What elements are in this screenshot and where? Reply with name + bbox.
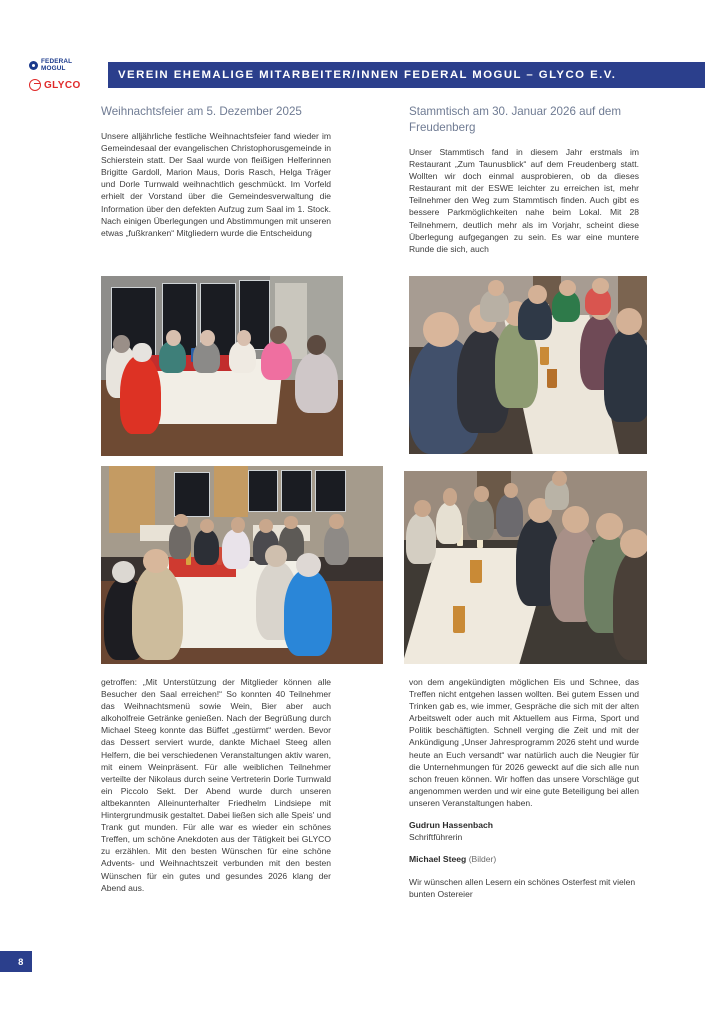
header-banner-title: VEREIN EHEMALIGE MITARBEITER/INNEN FEDERAL MOGUL – GLYCO E.V. (118, 69, 617, 81)
signature-photographer-name: Michael Steeg (409, 854, 467, 865)
signature-spacer-2 (409, 843, 639, 853)
federal-mogul-wordmark (41, 59, 72, 71)
signature-spacer-3 (409, 866, 639, 876)
article-right-intro: Unser Stammtisch fand in diesem Jahr erstmals im Restaurant „Zum Taunusblick“ auf dem Freudenberg statt. Wollten wir doch einmal ausprobieren, ob da dieses Restaurant mit der ESWE leichter zu erreichen ist, mehr Teilnehmer den Weg zum Stammtisch finden. Auch gibt es bessere Parkmöglichkeiten nahe beim Lokal. Mit 28 Teilnehmern, deutlich mehr als im Vorjahr, scheint diese Überlegung aufgegangen zu sein. Es war eine muntere Runde die sich, auch (409, 147, 639, 254)
signature-photographer (409, 853, 639, 865)
article-left-top (101, 104, 331, 239)
photo-christmas-table-window (101, 276, 343, 456)
article-right-headline: Stammtisch am 30. Januar 2026 auf dem Freudenberg (409, 105, 622, 134)
page-number-badge (0, 951, 32, 972)
article-left-headline: Weihnachtsfeier am 5. Dezember 2025 (101, 105, 302, 118)
page-header (0, 0, 724, 100)
federal-mogul-line1: FEDERAL (41, 58, 73, 66)
page-number: 8 (18, 956, 24, 967)
closing-message: Wir wünschen allen Lesern ein schönes Osterfest mit vielen bunten Ostereier (409, 876, 636, 899)
glyco-mark-icon (29, 79, 41, 91)
signature-author-role: Schriftführerin (409, 832, 463, 843)
federal-mogul-logo (29, 58, 101, 73)
photo-hall-multiple-tables (101, 466, 383, 664)
header-banner (108, 62, 705, 88)
article-right-top (409, 104, 639, 255)
federal-mogul-mark-icon (29, 61, 38, 70)
article-left-bottom (101, 676, 331, 894)
signature-spacer (409, 809, 639, 819)
company-logo (29, 58, 101, 92)
photo-stammtisch-long-table (409, 276, 647, 454)
article-left-intro: Unsere alljährliche festliche Weihnachtsfeier fand wieder im Gemeindesaal der evangelischen Christophorusgemeinde in Schierstein statt. Der Saal wurde von fleißigen Helferinnen Brigitte Gardoll, Marion Maus, Doris Rasch, Helga Träger und Dorle Turnwald weihnachtlich geschmückt. Im Vorfeld erhielt der Vorstand über die Gemeindesverwaltung die Information über den defekten Aufzug zum Saal im 1. Stock. Nach einigen Überlegungen und Abstimmungen mit unseren etwas „fußkranken“ Mitgliedern wurde die Entscheidung (101, 131, 331, 238)
photo-stammtisch-candles (404, 471, 647, 664)
article-right-continuation: von dem angekündigten möglichen Eis und Schnee, das Treffen nicht entgehen lassen wollten. Bei gutem Essen und Trinken gab es, wie immer, Gespräche die sich mit der alten Arbeitswelt oder auch mit Aktuellem aus Firma, Sport und Politik beschäftigten. Schnell verging die Zeit und mit der Ankündigung „Unser Jahresprogramm 2026 steht und wurde heute an Euch versandt“ war natürlich auch die Neugier für die Unternehmungen für 2026 geweckt auf die sich alle nun schon freuen können. Wir hoffen das unsere Vorschläge gut angenommen werden und wir eine gute Beteiligung bei allen unseren Veranstaltungen haben. (409, 677, 639, 808)
glyco-logo (29, 78, 101, 92)
glyco-wordmark: GLYCO (44, 79, 81, 91)
signature-author-name: Gudrun Hassenbach (409, 820, 494, 831)
signature-photographer-note: (Bilder) (468, 854, 497, 865)
article-left-continuation: getroffen: „Mit Unterstützung der Mitglieder können alle Besucher den Saal erreichen!“ So konnten 40 Teilnehmer das Weihnachtsmenü sowie Wein, Bier aber auch alkoholfreie Getränke genießen. Nach der Begrüßung durch Michael Steeg konnte das Büffet „gestürmt“ werden. Bevor das Dessert serviert wurde, dankte Michael Steeg allen Helfern, die bei verschiedenen Veranstaltungen aktiv waren, mit einem Weinpräsent. Für alle weiblichen Teilnehmer verteilte der Nikolaus durch seine Vertreterin Dorle Turnwald ein Piccolo Sekt. Der Abend wurde durch unseren altbekannten Alleinunterhalter Friedhelm Lindsiepe mit Hintergrundmusik gestaltet. Dabei ließen sich alle Speis' und Trank gut munden. Für alle war es wieder ein schönes Treffen, um schöne Anekdoten aus der Tätigkeit bei GLYCO zu erzählen. Mit den besten Wünschen für eine schöne Advents- und Weihnachtszeit verbunden mit den besten Wünschen für ein gutes und gesundes 2026 klang der Abend aus. (101, 677, 331, 893)
article-right-bottom (409, 676, 639, 900)
federal-mogul-line2: MOGUL (41, 64, 66, 72)
